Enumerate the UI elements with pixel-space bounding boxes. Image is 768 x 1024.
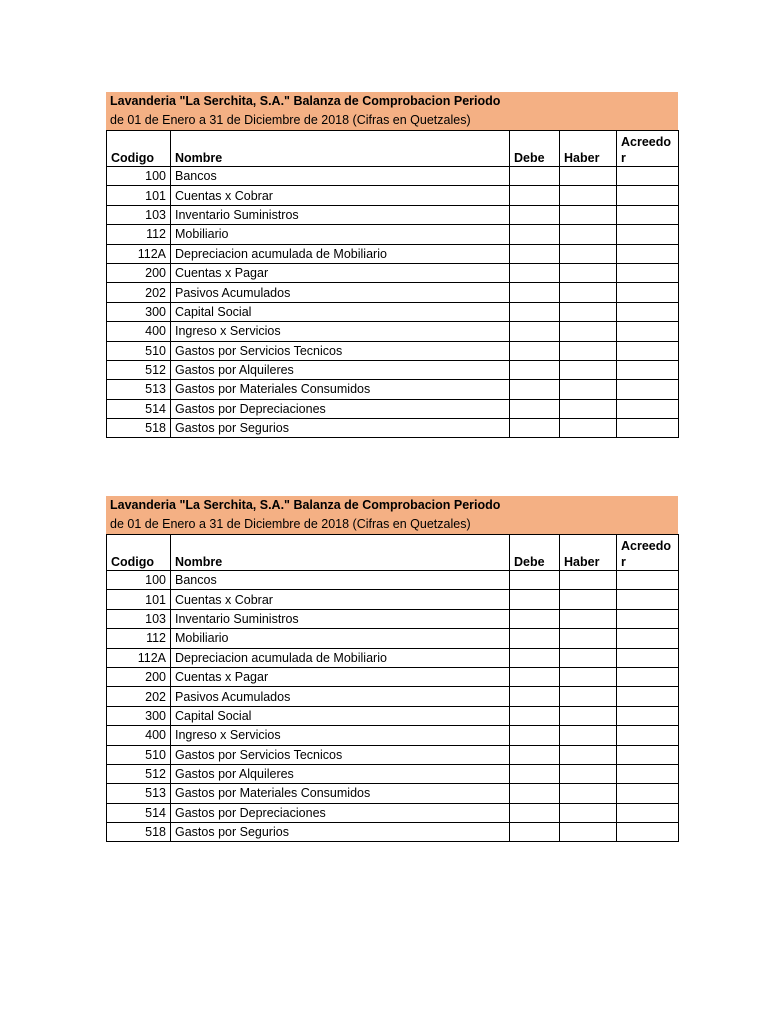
table-row — [107, 341, 679, 360]
cell-haber — [560, 745, 617, 764]
cell-debe — [510, 225, 560, 244]
cell-haber — [560, 419, 617, 438]
table-row — [107, 419, 679, 438]
table-row — [107, 302, 679, 321]
cell-haber — [560, 629, 617, 648]
cell-haber — [560, 823, 617, 842]
cell-codigo: 200 — [107, 667, 171, 686]
cell-codigo: 112A — [107, 648, 171, 667]
table-row — [107, 225, 679, 244]
cell-debe — [510, 322, 560, 341]
cell-debe — [510, 726, 560, 745]
cell-debe — [510, 803, 560, 822]
cell-codigo: 100 — [107, 167, 171, 186]
cell-debe — [510, 784, 560, 803]
cell-acreedor — [617, 571, 679, 590]
header-row — [107, 131, 679, 167]
cell-nombre: Cuentas x Cobrar — [171, 186, 510, 205]
cell-acreedor — [617, 380, 679, 399]
cell-codigo: 103 — [107, 205, 171, 224]
table-row — [107, 167, 679, 186]
cell-codigo: 112 — [107, 629, 171, 648]
cell-debe — [510, 667, 560, 686]
header-row — [107, 535, 679, 571]
cell-debe — [510, 399, 560, 418]
cell-nombre: Inventario Suministros — [171, 205, 510, 224]
cell-nombre: Ingreso x Servicios — [171, 726, 510, 745]
cell-nombre: Gastos por Segurios — [171, 823, 510, 842]
header-codigo: Codigo — [107, 535, 171, 571]
table-row — [107, 629, 679, 648]
table-row — [107, 667, 679, 686]
cell-codigo: 400 — [107, 322, 171, 341]
cell-acreedor — [617, 322, 679, 341]
cell-nombre: Bancos — [171, 167, 510, 186]
cell-acreedor — [617, 784, 679, 803]
header-acreedor: Acreedor — [617, 131, 679, 167]
cell-codigo: 300 — [107, 706, 171, 725]
cell-codigo: 513 — [107, 784, 171, 803]
cell-nombre: Gastos por Depreciaciones — [171, 803, 510, 822]
cell-nombre: Gastos por Servicios Tecnicos — [171, 745, 510, 764]
cell-acreedor — [617, 263, 679, 282]
cell-codigo: 400 — [107, 726, 171, 745]
header-codigo: Codigo — [107, 131, 171, 167]
cell-haber — [560, 803, 617, 822]
cell-acreedor — [617, 186, 679, 205]
table-body — [107, 571, 679, 842]
title-line-2: de 01 de Enero a 31 de Diciembre de 2018 (Cifras en Quetzales) — [110, 113, 471, 127]
cell-debe — [510, 302, 560, 321]
table-row — [107, 609, 679, 628]
table-row — [107, 803, 679, 822]
cell-nombre: Mobiliario — [171, 629, 510, 648]
cell-debe — [510, 419, 560, 438]
cell-debe — [510, 167, 560, 186]
cell-nombre: Depreciacion acumulada de Mobiliario — [171, 648, 510, 667]
cell-haber — [560, 205, 617, 224]
cell-nombre: Gastos por Servicios Tecnicos — [171, 341, 510, 360]
table-row — [107, 263, 679, 282]
cell-acreedor — [617, 167, 679, 186]
cell-debe — [510, 205, 560, 224]
cell-acreedor — [617, 590, 679, 609]
cell-debe — [510, 706, 560, 725]
cell-codigo: 202 — [107, 283, 171, 302]
cell-acreedor — [617, 745, 679, 764]
trial-balance-sheet-2 — [106, 496, 678, 842]
cell-haber — [560, 648, 617, 667]
cell-haber — [560, 302, 617, 321]
title-band — [106, 496, 678, 534]
cell-debe — [510, 745, 560, 764]
cell-codigo: 100 — [107, 571, 171, 590]
cell-codigo: 202 — [107, 687, 171, 706]
header-acreedor: Acreedor — [617, 535, 679, 571]
cell-codigo: 514 — [107, 399, 171, 418]
cell-debe — [510, 764, 560, 783]
header-haber: Haber — [560, 131, 617, 167]
cell-nombre: Cuentas x Pagar — [171, 667, 510, 686]
cell-acreedor — [617, 341, 679, 360]
table-row — [107, 205, 679, 224]
title-line-1: Lavanderia "La Serchita, S.A." Balanza de Comprobacion Periodo — [110, 94, 501, 108]
cell-nombre: Gastos por Segurios — [171, 419, 510, 438]
cell-acreedor — [617, 706, 679, 725]
table-row — [107, 764, 679, 783]
table-row — [107, 283, 679, 302]
cell-codigo: 512 — [107, 360, 171, 379]
cell-nombre: Mobiliario — [171, 225, 510, 244]
cell-codigo: 518 — [107, 419, 171, 438]
cell-acreedor — [617, 764, 679, 783]
cell-debe — [510, 823, 560, 842]
cell-haber — [560, 590, 617, 609]
cell-nombre: Gastos por Alquileres — [171, 360, 510, 379]
title-line-1: Lavanderia "La Serchita, S.A." Balanza de Comprobacion Periodo — [110, 498, 501, 512]
balance-table — [106, 534, 679, 842]
cell-haber — [560, 322, 617, 341]
cell-haber — [560, 687, 617, 706]
cell-haber — [560, 360, 617, 379]
cell-nombre: Inventario Suministros — [171, 609, 510, 628]
header-debe: Debe — [510, 535, 560, 571]
table-row — [107, 726, 679, 745]
cell-haber — [560, 667, 617, 686]
cell-acreedor — [617, 687, 679, 706]
cell-haber — [560, 244, 617, 263]
cell-debe — [510, 244, 560, 263]
table-body — [107, 167, 679, 438]
cell-codigo: 101 — [107, 590, 171, 609]
table-row — [107, 706, 679, 725]
cell-haber — [560, 399, 617, 418]
table-row — [107, 745, 679, 764]
cell-acreedor — [617, 648, 679, 667]
cell-haber — [560, 186, 617, 205]
cell-codigo: 510 — [107, 341, 171, 360]
cell-nombre: Pasivos Acumulados — [171, 687, 510, 706]
table-row — [107, 360, 679, 379]
cell-haber — [560, 609, 617, 628]
cell-codigo: 103 — [107, 609, 171, 628]
cell-nombre: Cuentas x Pagar — [171, 263, 510, 282]
cell-nombre: Depreciacion acumulada de Mobiliario — [171, 244, 510, 263]
cell-acreedor — [617, 399, 679, 418]
cell-debe — [510, 571, 560, 590]
cell-haber — [560, 283, 617, 302]
table-row — [107, 590, 679, 609]
cell-haber — [560, 706, 617, 725]
header-nombre: Nombre — [171, 131, 510, 167]
table-row — [107, 380, 679, 399]
cell-haber — [560, 380, 617, 399]
cell-debe — [510, 648, 560, 667]
table-row — [107, 823, 679, 842]
cell-codigo: 101 — [107, 186, 171, 205]
cell-debe — [510, 609, 560, 628]
table-row — [107, 571, 679, 590]
cell-debe — [510, 687, 560, 706]
cell-nombre: Pasivos Acumulados — [171, 283, 510, 302]
cell-acreedor — [617, 609, 679, 628]
cell-nombre: Gastos por Alquileres — [171, 764, 510, 783]
table-row — [107, 244, 679, 263]
cell-acreedor — [617, 283, 679, 302]
cell-acreedor — [617, 205, 679, 224]
cell-nombre: Cuentas x Cobrar — [171, 590, 510, 609]
cell-haber — [560, 571, 617, 590]
cell-acreedor — [617, 629, 679, 648]
cell-haber — [560, 764, 617, 783]
cell-codigo: 300 — [107, 302, 171, 321]
cell-haber — [560, 726, 617, 745]
cell-debe — [510, 590, 560, 609]
title-band — [106, 92, 678, 130]
cell-codigo: 112 — [107, 225, 171, 244]
cell-debe — [510, 186, 560, 205]
cell-nombre: Bancos — [171, 571, 510, 590]
table-row — [107, 322, 679, 341]
cell-nombre: Gastos por Depreciaciones — [171, 399, 510, 418]
header-debe: Debe — [510, 131, 560, 167]
cell-codigo: 512 — [107, 764, 171, 783]
cell-debe — [510, 360, 560, 379]
cell-haber — [560, 784, 617, 803]
cell-debe — [510, 629, 560, 648]
table-row — [107, 186, 679, 205]
cell-acreedor — [617, 823, 679, 842]
header-nombre: Nombre — [171, 535, 510, 571]
cell-acreedor — [617, 360, 679, 379]
table-row — [107, 687, 679, 706]
cell-haber — [560, 225, 617, 244]
cell-acreedor — [617, 225, 679, 244]
cell-haber — [560, 167, 617, 186]
cell-acreedor — [617, 302, 679, 321]
table-row — [107, 648, 679, 667]
table-row — [107, 784, 679, 803]
cell-acreedor — [617, 419, 679, 438]
cell-debe — [510, 380, 560, 399]
cell-acreedor — [617, 726, 679, 745]
cell-nombre: Gastos por Materiales Consumidos — [171, 380, 510, 399]
cell-nombre: Ingreso x Servicios — [171, 322, 510, 341]
cell-haber — [560, 341, 617, 360]
cell-codigo: 200 — [107, 263, 171, 282]
cell-codigo: 513 — [107, 380, 171, 399]
cell-nombre: Gastos por Materiales Consumidos — [171, 784, 510, 803]
cell-acreedor — [617, 244, 679, 263]
cell-nombre: Capital Social — [171, 302, 510, 321]
trial-balance-sheet-1 — [106, 92, 678, 438]
cell-debe — [510, 263, 560, 282]
title-line-2: de 01 de Enero a 31 de Diciembre de 2018 (Cifras en Quetzales) — [110, 517, 471, 531]
header-haber: Haber — [560, 535, 617, 571]
cell-codigo: 510 — [107, 745, 171, 764]
cell-codigo: 514 — [107, 803, 171, 822]
cell-codigo: 518 — [107, 823, 171, 842]
cell-debe — [510, 283, 560, 302]
cell-debe — [510, 341, 560, 360]
cell-codigo: 112A — [107, 244, 171, 263]
table-row — [107, 399, 679, 418]
cell-haber — [560, 263, 617, 282]
balance-table — [106, 130, 679, 438]
cell-acreedor — [617, 667, 679, 686]
cell-acreedor — [617, 803, 679, 822]
cell-nombre: Capital Social — [171, 706, 510, 725]
